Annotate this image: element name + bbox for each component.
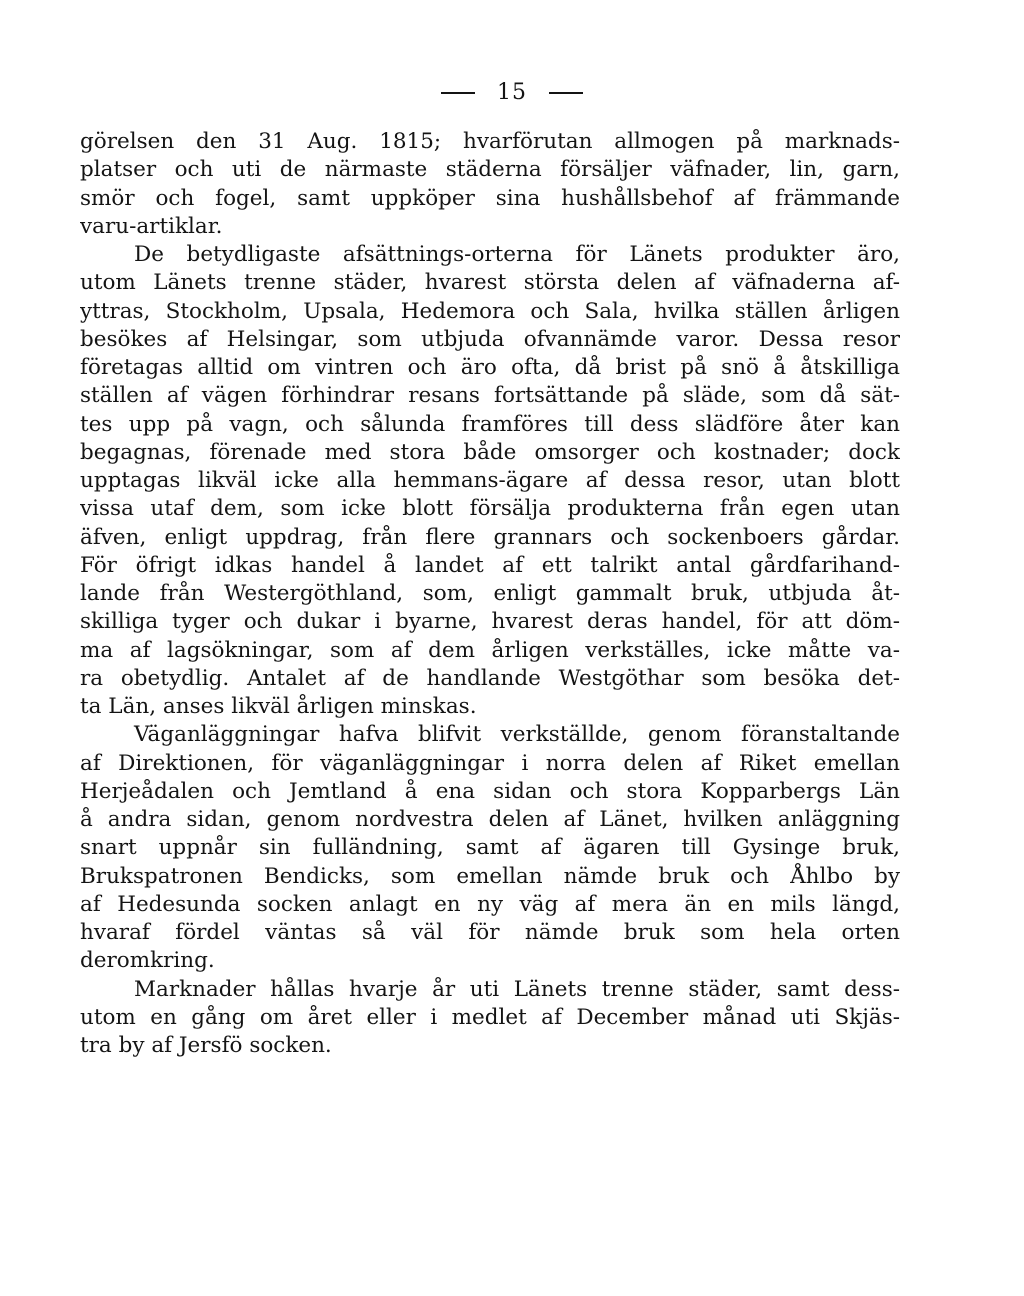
text-line: smör och fogel, samt uppköper sina hushållsbehof af främmande bbox=[80, 185, 900, 211]
page-number: 15 bbox=[497, 80, 527, 105]
text-line: ma af lagsökningar, som af dem årligen verkställes, icke måtte va- bbox=[80, 637, 900, 663]
text-line: För öfrigt idkas handel å landet af ett talrikt antal gårdfarihand- bbox=[80, 552, 900, 578]
paragraph-p2 bbox=[80, 241, 900, 721]
text-line: görelsen den 31 Aug. 1815; hvarförutan allmogen på marknads- bbox=[80, 129, 900, 154]
text-line: äfven, enligt uppdrag, från flere grannars och sockenboers gårdar. bbox=[80, 524, 900, 550]
text-line: skilliga tyger och dukar i byarne, hvarest deras handel, för att döm- bbox=[80, 609, 900, 635]
text-line: ställen af vägen förhindrar resans fortsättande på släde, som då sät- bbox=[80, 383, 900, 409]
text-line: varu-artiklar. bbox=[80, 213, 223, 239]
text-line: hvaraf fördel väntas så väl för nämde bruk som hela orten bbox=[80, 920, 900, 945]
header-dash-right bbox=[549, 92, 583, 94]
body-text bbox=[80, 128, 900, 1060]
text-line: platser och uti de närmaste städerna försäljer väfnader, lin, garn, bbox=[80, 157, 900, 183]
text-line: utom Länets trenne städer, hvarest största delen af väfnaderna af- bbox=[80, 270, 900, 296]
text-line: lande från Westergöthland, som, enligt gammalt bruk, utbjuda åt- bbox=[80, 581, 900, 606]
text-line: vissa utaf dem, som icke blott försälja produkterna från egen utan bbox=[80, 496, 900, 522]
text-line: tes upp på vagn, och sålunda framföres till dess slädföre åter kan bbox=[80, 411, 900, 437]
paragraph-p3 bbox=[80, 721, 900, 975]
paragraph-p4 bbox=[80, 976, 900, 1061]
text-line: Marknader hållas hvarje år uti Länets trenne städer, samt dess- bbox=[134, 976, 900, 1002]
text-line: Herjeådalen och Jemtland å ena sidan och stora Kopparbergs Län bbox=[80, 778, 900, 804]
text-line: upptagas likväl icke alla hemmans-ägare af dessa resor, utan blott bbox=[80, 468, 900, 493]
text-line: företagas alltid om vintren och äro ofta, då brist på snö å åtskilliga bbox=[80, 355, 900, 380]
page-header bbox=[0, 80, 1024, 105]
text-line: yttras, Stockholm, Upsala, Hedemora och Sala, hvilka ställen årligen bbox=[80, 298, 900, 324]
text-line: tra by af Jersfö socken. bbox=[80, 1033, 332, 1058]
header-dash-left bbox=[441, 92, 475, 94]
text-line: De betydligaste afsättnings-orterna för Länets produkter äro, bbox=[134, 242, 900, 267]
text-line: besökes af Helsingar, som utbjuda ofvannämde varor. Dessa resor bbox=[80, 326, 900, 352]
text-line: snart uppnår sin fulländning, samt af ägaren till Gysinge bruk, bbox=[80, 835, 900, 861]
text-line: Brukspatronen Bendicks, som emellan nämde bruk och Åhlbo by bbox=[80, 863, 900, 889]
text-line: Väganläggningar hafva blifvit verkställde, genom föranstaltande bbox=[134, 722, 900, 748]
paragraph-p1 bbox=[80, 128, 900, 241]
text-line: af Direktionen, för väganläggningar i norra delen af Riket emellan bbox=[80, 750, 900, 776]
text-line: af Hedesunda socken anlagt en ny väg af mera än en mils längd, bbox=[80, 891, 900, 917]
text-line: ra obetydlig. Antalet af de handlande Westgöthar som besöka det- bbox=[80, 665, 900, 691]
text-line: begagnas, förenade med stora både omsorger och kostnader; dock bbox=[80, 439, 900, 465]
text-line: å andra sidan, genom nordvestra delen af Länet, hvilken anläggning bbox=[80, 807, 900, 832]
text-line: deromkring. bbox=[80, 948, 215, 974]
text-line: utom en gång om året eller i medlet af December månad uti Skjäs- bbox=[80, 1004, 900, 1030]
text-line: ta Län, anses likväl årligen minskas. bbox=[80, 694, 477, 719]
